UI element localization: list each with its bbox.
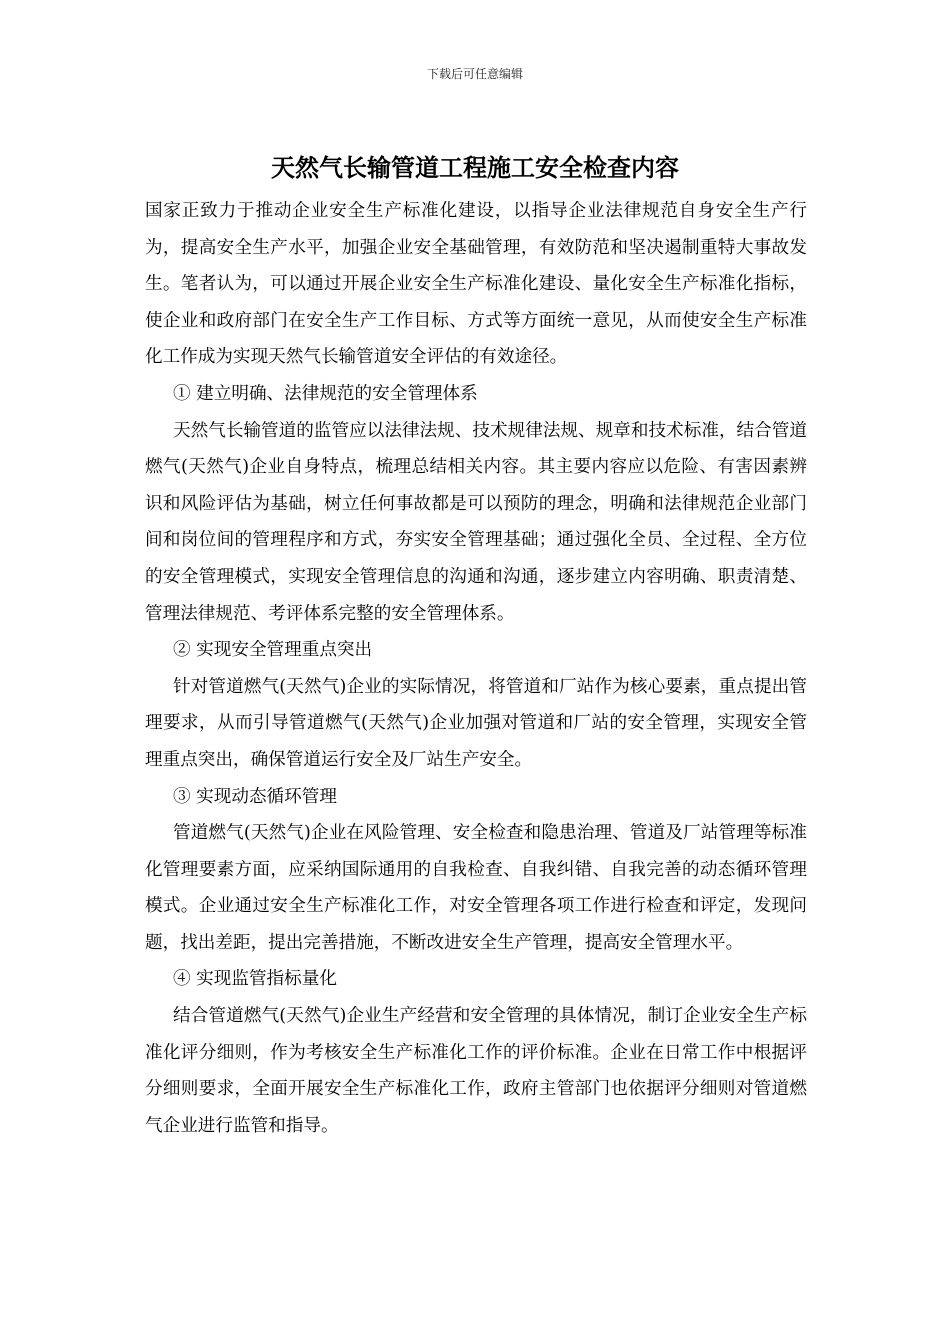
- document-body: [145, 193, 807, 1144]
- document-title: 天然气长输管道工程施工安全检查内容: [271, 153, 679, 182]
- intro-paragraph: 国家正致力于推动企业安全生产标准化建设，以指导企业法律规范自身安全生产行为，提高安全生产水平，加强企业安全基础管理，有效防范和坚决遏制重特大事故发生。笔者认为，可以通过开展企业安全生产标准化建设、量化安全生产标准化指标，使企业和政府部门在安全生产工作目标、方式等方面统一意见，从而使安全生产标准化工作成为实现天然气长输管道安全评估的有效途径。: [145, 201, 807, 368]
- section-heading-3: ③ 实现动态循环管理: [173, 786, 337, 807]
- section-paragraph-1: 天然气长输管道的监管应以法律法规、技术规律法规、规章和技术标准，结合管道燃气(天然气)企业自身特点，梳理总结相关内容。其主要内容应以危险、有害因素辨识和风险评估为基础，树立任何事故都是可以预防的理念，明确和法律规范企业部门间和岗位间的管理程序和方式，夯实安全管理基础；通过强化全员、全过程、全方位的安全管理模式，实现安全管理信息的沟通和沟通，逐步建立内容明确、职责清楚、管理法律规范、考评体系完整的安全管理体系。: [145, 420, 807, 624]
- section-paragraph-4: 结合管道燃气(天然气)企业生产经营和安全管理的具体情况，制订企业安全生产标准化评分细则，作为考核安全生产标准化工作的评价标准。企业在日常工作中根据评分细则要求，全面开展安全生产标准化工作，政府主管部门也依据评分细则对管道燃气企业进行监管和指导。: [145, 1006, 807, 1136]
- section-heading-2: ② 实现安全管理重点突出: [173, 640, 373, 661]
- page-header-note: 下载后可任意编辑: [426, 67, 523, 81]
- section-heading-1: ① 建立明确、法律规范的安全管理体系: [173, 383, 478, 404]
- section-paragraph-2: 针对管道燃气(天然气)企业的实际情况，将管道和厂站作为核心要素，重点提出管理要求，从而引导管道燃气(天然气)企业加强对管道和厂站的安全管理，实现安全管理重点突出，确保管道运行安全及厂站生产安全。: [145, 676, 807, 770]
- section-heading-4: ④ 实现监管指标量化: [173, 969, 337, 990]
- section-paragraph-3: 管道燃气(天然气)企业在风险管理、安全检查和隐患治理、管道及厂站管理等标准化管理要素方面，应采纳国际通用的自我检查、自我纠错、自我完善的动态循环管理模式。企业通过安全生产标准化工作，对安全管理各项工作进行检查和评定，发现问题，找出差距，提出完善措施，不断改进安全生产管理，提高安全管理水平。: [145, 823, 807, 953]
